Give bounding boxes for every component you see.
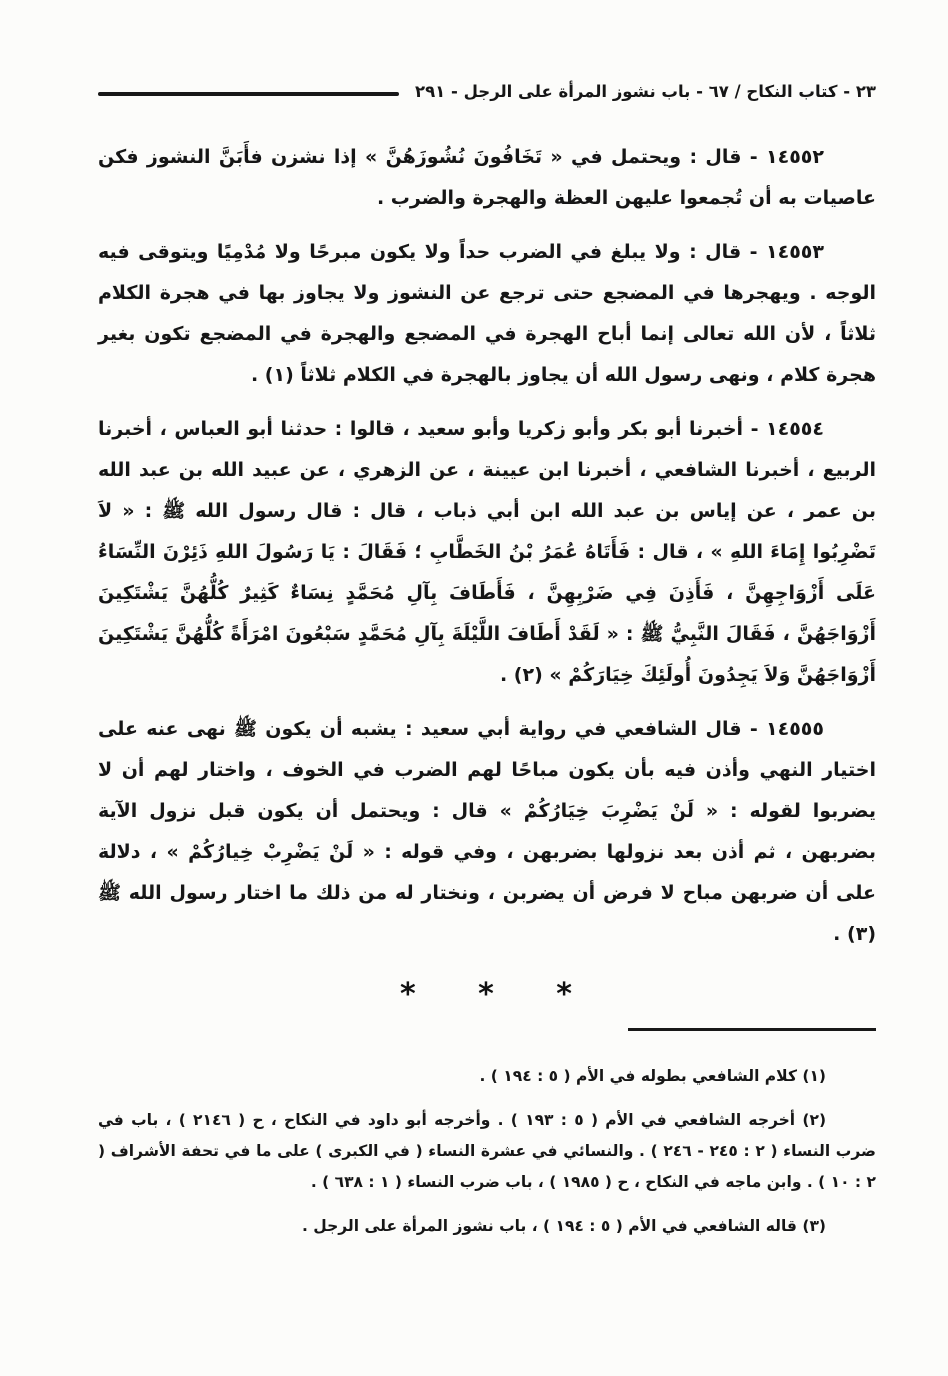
footnote-2: (٢) أخرجه الشافعي في الأم ( ٥ : ١٩٣ ) . وأخرجه أبو داود في النكاح ، ح ( ٢١٤٦ ) ، باب في ضرب النساء ( ٢ : ٢٤٥ - ٢٤٦ ) . والنسائي في عشرة النساء ( في الكبرى ) على ما في تحفة الأشراف ( ٢ : ١٠ ) . وابن ماجه في النكاح ، ح ( ١٩٨٥ ) ، باب ضرب النساء ( ١ : ٦٣٨ ) . bbox=[98, 1111, 876, 1191]
footnote-1: (١) كلام الشافعي بطوله في الأم ( ٥ : ١٩٤ ) . bbox=[479, 1067, 826, 1085]
footnotes-section bbox=[98, 1061, 876, 1242]
header-rule bbox=[98, 92, 399, 96]
paragraph-14555: ١٤٥٥٥ - قال الشافعي في رواية أبي سعيد : يشبه أن يكون ﷺ نهى عنه على اختيار النهي وأذن فيه بأن يكون مباحًا لهم الضرب في الخوف ، واختار لهم أن لا يضربوا لقوله : « لَنْ يَضْرِبَ خِيَارُكُمْ » قال : ويحتمل أن يكون قبل نزول الآية بضربهن ، ثم أذن بعد نزولها بضربهن ، وفي قوله : « لَنْ يَضْرِبْ خِيارُكُمْ » ، دلالة على أن ضربهن مباح لا فرض أن يضربن ، ونختار له من ذلك ما اختار رسول الله ﷺ (٣) . bbox=[98, 718, 876, 945]
paragraph-14552: ١٤٥٥٢ - قال : ويحتمل في « تَخَافُونَ نُشُوزَهُنَّ » إذا نشزن فأَبَنَّ النشوز فكن عاصيات به أن تُجمعوا عليهن العظة والهجرة والضرب . bbox=[98, 146, 876, 209]
section-separator: * * * bbox=[400, 977, 574, 1012]
main-text bbox=[98, 137, 876, 955]
paragraph-14553: ١٤٥٥٣ - قال : ولا يبلغ في الضرب حداً ولا يكون مبرحًا ولا مُدْمِيًا ويتوقى فيه الوجه . ويهجرها في المضجع حتى ترجع عن النشوز ولا يجاوز بها في هجرة الكلام ثلاثاً ، لأن الله تعالى إنما أباح الهجرة في المضجع والهجرة في المضجع تكون بغير هجرة كلام ، ونهى رسول الله أن يجاوز بالهجرة في الكلام ثلاثاً (١) . bbox=[98, 241, 876, 386]
paragraph-14554: ١٤٥٥٤ - أخبرنا أبو بكر وأبو زكريا وأبو سعيد ، قالوا : حدثنا أبو العباس ، أخبرنا الربيع ، أخبرنا الشافعي ، أخبرنا ابن عيينة ، عن الزهري ، عن عبيد الله بن عبد الله بن عمر ، عن إياس بن عبد الله ابن أبي ذباب ، قال : قال رسول الله ﷺ : « لاَ تَضْرِبُوا إِمَاءَ اللهِ » ، قال : فَأَتَاهُ عُمَرُ بْنُ الخَطَّابِ ؛ فَقَالَ : يَا رَسُولَ اللهِ ذَئِرْنَ النِّسَاءُ عَلَى أَزْوَاجِهِنَّ ، فَأَذِنَ فِي ضَرْبِهِنَّ ، فَأَطَافَ بِآلِ مُحَمَّدٍ نِسَاءٌ كَثِيرٌ كُلُّهُنَّ يَشْتَكِينَ أَزْوَاجَهُنَّ ، فَقَالَ النَّبِيُّ ﷺ : « لَقَدْ أَطَافَ اللَّيْلَةَ بِآلِ مُحَمَّدٍ سَبْعُونَ امْرَأَةً كُلُّهُنَّ يَشْتَكِينَ أَزْوَاجَهُنَّ وَلاَ يَجِدُونَ أُولَئِكَ خِيَارَكُمْ » (٢) . bbox=[98, 418, 876, 686]
page-header bbox=[98, 82, 876, 101]
footnote-3: (٣) قاله الشافعي في الأم ( ٥ : ١٩٤ ) ، باب نشوز المرأة على الرجل . bbox=[301, 1217, 826, 1235]
running-head: ٢٣ - كتاب النكاح / ٦٧ - باب نشوز المرأة على الرجل - ٢٩١ bbox=[415, 82, 876, 101]
footnote-rule bbox=[628, 1028, 876, 1031]
